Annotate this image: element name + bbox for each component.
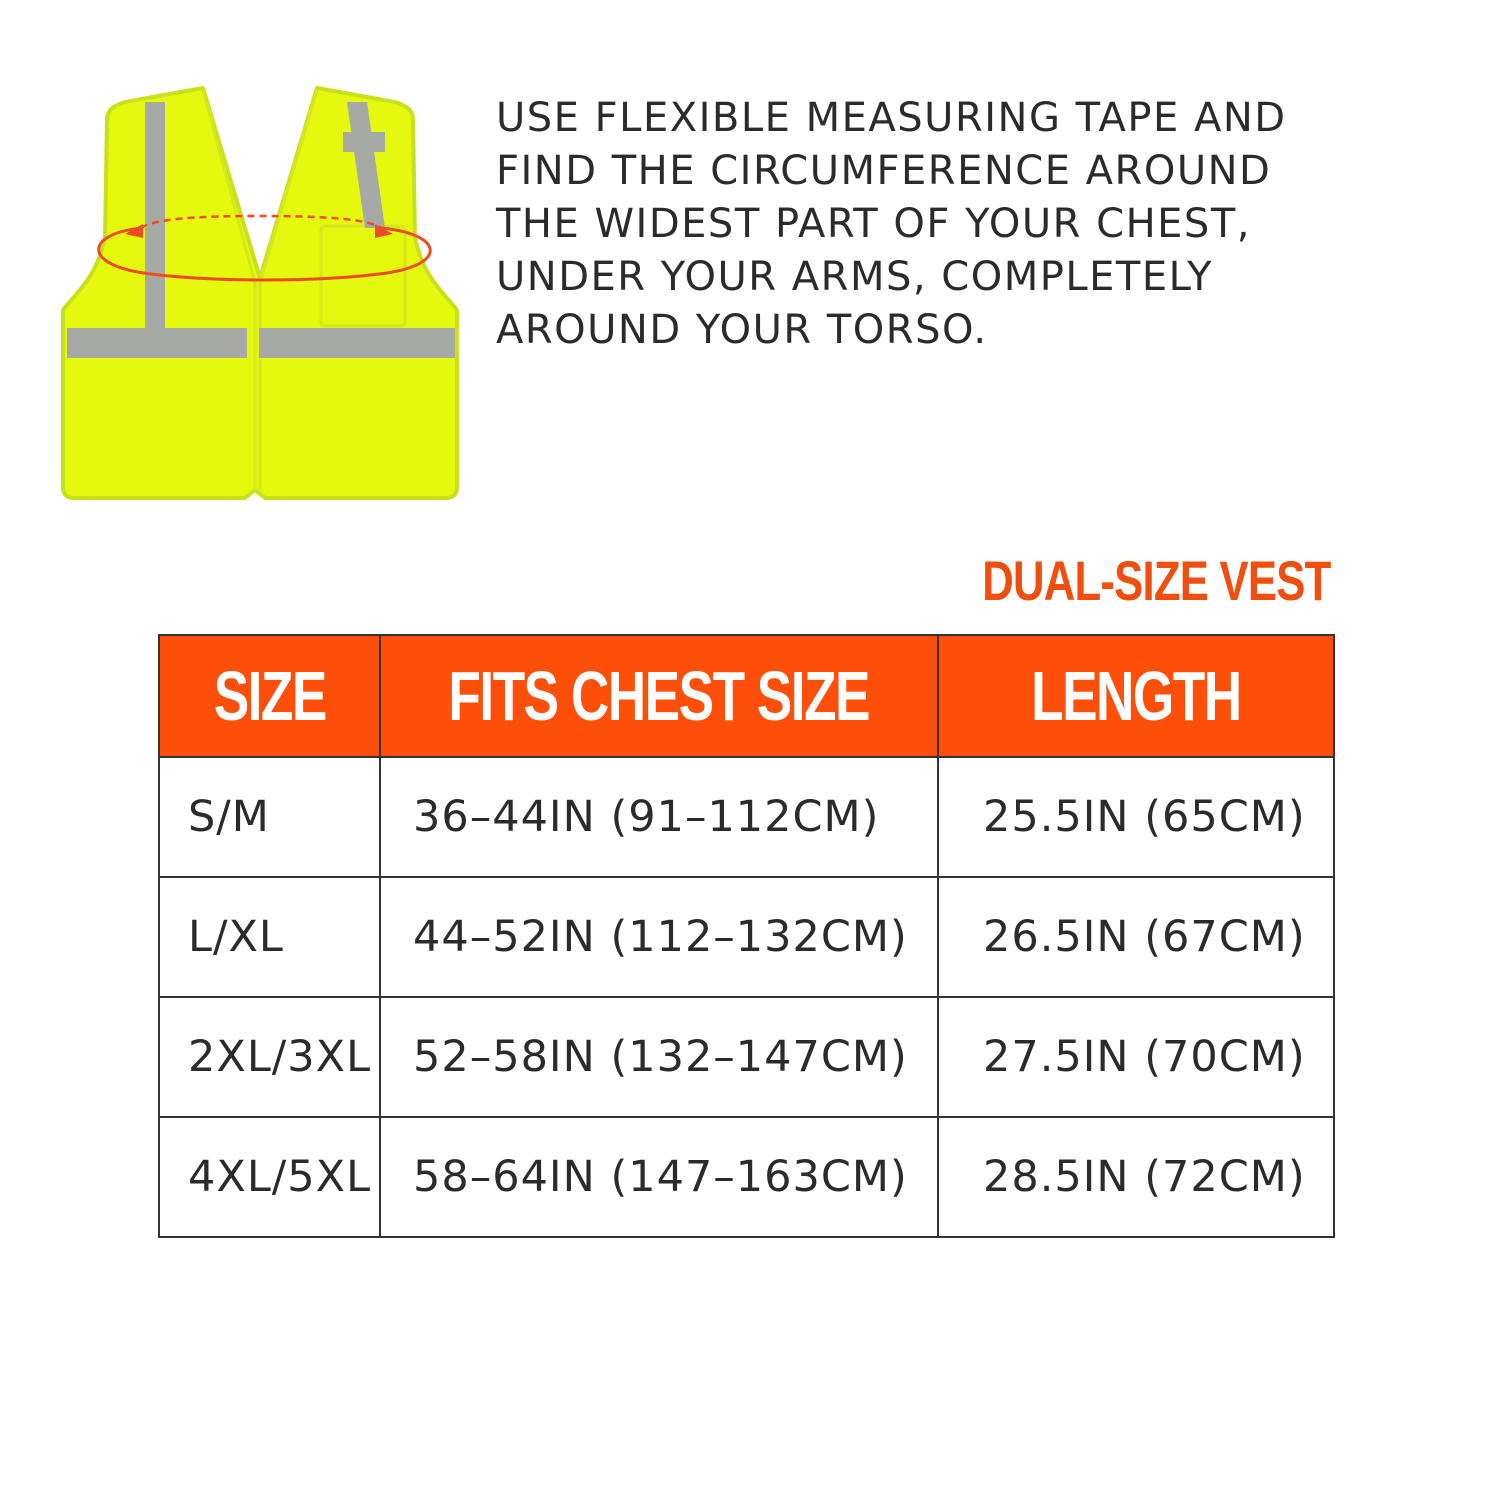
header-length-label: LENGTH [1031,657,1241,735]
header-size [159,635,380,757]
chest-cell: 44–52IN (112–132CM) [380,877,938,997]
chest-cell: 52–58IN (132–147CM) [380,997,938,1117]
instruction-line: UNDER YOUR ARMS, COMPLETELY [496,254,1214,300]
table-row [159,1117,1334,1237]
measuring-instructions [496,92,1456,357]
length-cell: 25.5IN (65CM) [938,757,1334,877]
length-cell: 26.5IN (67CM) [938,877,1334,997]
size-cell: L/XL [159,877,380,997]
length-cell: 27.5IN (70CM) [938,997,1334,1117]
safety-vest-icon [55,78,475,508]
vest-body [63,88,457,498]
size-cell: S/M [159,757,380,877]
header-size-label: SIZE [213,657,326,735]
instruction-line: FIND THE CIRCUMFERENCE AROUND [496,148,1272,194]
instruction-line: USE FLEXIBLE MEASURING TAPE AND [496,95,1287,141]
header-length [938,635,1334,757]
size-chart-table [158,634,1335,1238]
header-chest [380,635,938,757]
vest-type-heading: DUAL-SIZE VEST [981,549,1330,612]
size-cell: 2XL/3XL [159,997,380,1117]
table-row [159,757,1334,877]
header-chest-label: FITS CHEST SIZE [448,657,870,735]
instruction-line: THE WIDEST PART OF YOUR CHEST, [496,201,1251,247]
table-row [159,877,1334,997]
table-row [159,997,1334,1117]
table-header-row [159,635,1334,757]
chest-cell: 58–64IN (147–163CM) [380,1117,938,1237]
instruction-line: AROUND YOUR TORSO. [496,307,988,353]
chest-cell: 36–44IN (91–112CM) [380,757,938,877]
size-cell: 4XL/5XL [159,1117,380,1237]
length-cell: 28.5IN (72CM) [938,1117,1334,1237]
